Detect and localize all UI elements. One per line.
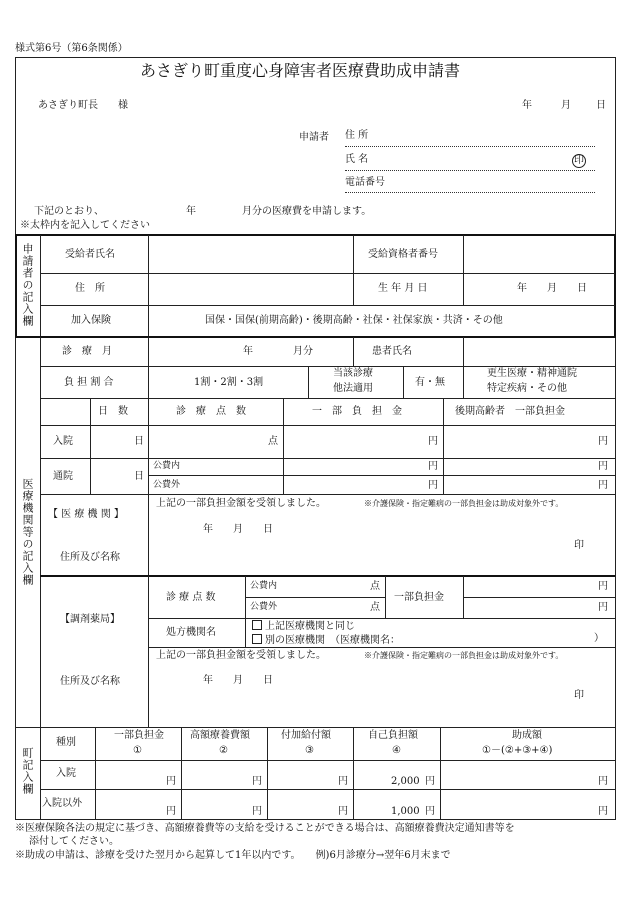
- insurance-label: 加入保険: [71, 315, 111, 326]
- pharmacy-copay-yen-2: 円: [598, 602, 608, 613]
- other-institution-option[interactable]: [252, 634, 400, 646]
- request-month-text: 月分の医療費を申請します。: [242, 206, 372, 217]
- institution-label: 【 医 療 機 関 】: [48, 509, 124, 520]
- patient-name-label: 患者氏名: [372, 346, 412, 357]
- insurance-options[interactable]: 国保・国保(前期高齢)・後期高齢・社保・社保家族・共済・その他: [205, 315, 503, 326]
- footnote-1: ※医療保険各法の規定に基づき、高額療養費等の支給を受けることができる場合は、高額療養費決定通知書等を: [15, 823, 515, 834]
- col2-header: 高額療養費額: [190, 730, 250, 741]
- treatment-month-label: 診 療 月: [62, 346, 112, 357]
- public-expense-1[interactable]: 更生医療・精神通院: [487, 368, 577, 379]
- col1-number: ①: [133, 745, 142, 756]
- form-id: 様式第6号（第6条関係）: [15, 43, 128, 54]
- institution-receipt-note: ※介護保険・指定難病の一部負担金は助成対象外です。: [364, 499, 564, 508]
- inpatient-copay-yen: 円: [428, 436, 438, 447]
- col2-number: ②: [219, 745, 228, 756]
- days-header: 日 数: [98, 406, 128, 417]
- applicant-name-label: 氏 名: [345, 154, 369, 165]
- outpatient-public-out: 公費外: [153, 480, 181, 490]
- pharmacy-receipt-date: 年 月 日: [203, 675, 273, 686]
- applicant-address-label: 住 所: [345, 130, 369, 141]
- date-day-label: 日: [596, 100, 606, 111]
- col3-header: 付加給付額: [281, 730, 331, 741]
- outpatient-copay-in-yen: 円: [428, 461, 438, 472]
- footnote-2: ※助成の申請は、診療を受けた翌月から起算して1年以内です。 例)6月診療分→翌年6月末まで: [15, 850, 451, 861]
- pharmacy-points-label: 診 療 点 数: [166, 592, 216, 603]
- town-in-self-pay: 2,000: [391, 776, 420, 787]
- town-other-self-pay: 1,000: [391, 806, 420, 817]
- outpatient-elderly-in-yen: 円: [598, 461, 608, 472]
- pharmacy-copay-yen-1: 円: [598, 581, 608, 592]
- institution-receipt-date: 年 月 日: [203, 524, 273, 535]
- applicant-phone-field[interactable]: [345, 192, 595, 193]
- burden-ratio-label: 負 担 割 合: [64, 377, 114, 388]
- page-title: あさぎり町重度心身障害者医療費助成申請書: [140, 61, 461, 80]
- request-year: 年: [186, 206, 196, 217]
- other-institution-text: 別の医療機関 （医療機関名：: [265, 635, 400, 646]
- pharmacy-public-in: 公費内: [250, 581, 278, 591]
- birthdate-ymd: 年 月 日: [517, 283, 587, 294]
- pharmacy-address-name-label: 住所及び名称: [60, 676, 120, 687]
- pharmacy-public-out: 公費外: [250, 602, 278, 612]
- qualification-number-field[interactable]: [465, 237, 613, 272]
- town-other-col4-yen: 円: [425, 806, 435, 817]
- pharmacy-point-unit-in: 点: [370, 581, 380, 592]
- town-in-col1-yen: 円: [166, 776, 176, 787]
- col5-formula: ①－(②+③+④): [482, 745, 553, 756]
- col4-header: 自己負担額: [368, 730, 418, 741]
- elderly-copay-header: 後期高齢者 一部負担金: [455, 406, 565, 417]
- applicable-label-1: 当該診療: [333, 368, 373, 379]
- qualification-number-label: 受給資格者番号: [368, 249, 438, 260]
- recipient-name-field[interactable]: [150, 237, 351, 272]
- town-in-col4-yen: 円: [425, 776, 435, 787]
- pharmacy-receipt-note: ※介護保険・指定難病の一部負担金は助成対象外です。: [364, 651, 564, 660]
- instruction-note: ※太枠内を記入してください: [20, 220, 150, 231]
- same-institution-text: 上記医療機関と同じ: [265, 621, 355, 632]
- date-year-label: 年: [522, 100, 532, 111]
- applicant-label: 申請者: [299, 132, 329, 143]
- outpatient-elderly-out-yen: 円: [598, 480, 608, 491]
- outpatient-day-unit: 日: [134, 471, 144, 482]
- institution-address-name-label: 住所及び名称: [60, 552, 120, 563]
- inpatient-label: 入院: [53, 436, 73, 447]
- town-other-col5-yen: 円: [598, 806, 608, 817]
- addressee: あさぎり町長 様: [38, 100, 128, 111]
- col3-number: ③: [305, 745, 314, 756]
- town-other-col2-yen: 円: [252, 806, 262, 817]
- prescriber-label: 処方機関名: [166, 627, 216, 638]
- treatment-ym: 年 月分: [243, 346, 313, 357]
- town-in-col3-yen: 円: [338, 776, 348, 787]
- pharmacy-receipt-text: 上記の一部負担金額を受領しました。: [156, 650, 326, 661]
- request-prefix: 下記のとおり、: [34, 206, 104, 217]
- type-header: 種別: [56, 737, 76, 748]
- other-institution-checkbox[interactable]: [252, 634, 262, 644]
- applicant-name-field[interactable]: [345, 170, 595, 171]
- town-other-col1-yen: 円: [166, 806, 176, 817]
- footnote-1-cont: 添付してください。: [29, 836, 119, 847]
- town-section-label: 町記入欄: [21, 747, 34, 795]
- same-institution-checkbox[interactable]: [252, 620, 262, 630]
- institution-seal: 印: [574, 540, 584, 551]
- applicant-phone-label: 電話番号: [345, 177, 385, 188]
- date-month-label: 月: [561, 100, 571, 111]
- town-in-col2-yen: 円: [252, 776, 262, 787]
- recipient-address-label: 住 所: [75, 283, 105, 294]
- col1-header: 一部負担金: [114, 730, 164, 741]
- points-header: 診 療 点 数: [176, 406, 246, 417]
- col5-header: 助成額: [512, 730, 542, 741]
- institution-receipt-text: 上記の一部負担金額を受領しました。: [156, 498, 326, 509]
- patient-name-field[interactable]: [465, 339, 613, 365]
- pharmacy-copay-label: 一部負担金: [394, 592, 444, 603]
- medical-section-label: 医療機関等の記入欄: [21, 478, 34, 586]
- burden-ratio-options[interactable]: 1割・2割・3割: [194, 377, 264, 388]
- seal-mark: 印: [574, 155, 584, 166]
- copay-header: 一 部 負 担 金: [312, 406, 402, 417]
- town-row-other: 入院以外: [42, 798, 82, 809]
- other-institution-close-paren: ）: [594, 633, 604, 644]
- inpatient-day-unit: 日: [134, 436, 144, 447]
- same-institution-option[interactable]: [252, 620, 355, 632]
- applicable-label-2: 他法適用: [333, 383, 373, 394]
- town-other-col3-yen: 円: [338, 806, 348, 817]
- public-expense-2[interactable]: 特定疾病・その他: [487, 383, 567, 394]
- town-row-inpatient: 入院: [56, 768, 76, 779]
- col4-number: ④: [392, 745, 401, 756]
- applicant-address-field[interactable]: [345, 146, 595, 147]
- outpatient-label: 通院: [53, 471, 73, 482]
- pharmacy-seal: 印: [574, 690, 584, 701]
- pharmacy-label: 【調剤薬局】: [60, 614, 120, 625]
- applicant-section-label: 申請者の記入欄: [21, 243, 34, 327]
- recipient-name-label: 受給者氏名: [65, 249, 115, 260]
- town-in-col5-yen: 円: [598, 776, 608, 787]
- inpatient-point-unit: 点: [268, 436, 278, 447]
- pharmacy-point-unit-out: 点: [370, 602, 380, 613]
- outpatient-copay-out-yen: 円: [428, 480, 438, 491]
- outpatient-public-in: 公費内: [153, 461, 181, 471]
- inpatient-elderly-yen: 円: [598, 436, 608, 447]
- applicable-yes-no[interactable]: 有・無: [415, 377, 445, 388]
- birthdate-label: 生 年 月 日: [378, 283, 428, 294]
- recipient-address-field[interactable]: [150, 275, 351, 304]
